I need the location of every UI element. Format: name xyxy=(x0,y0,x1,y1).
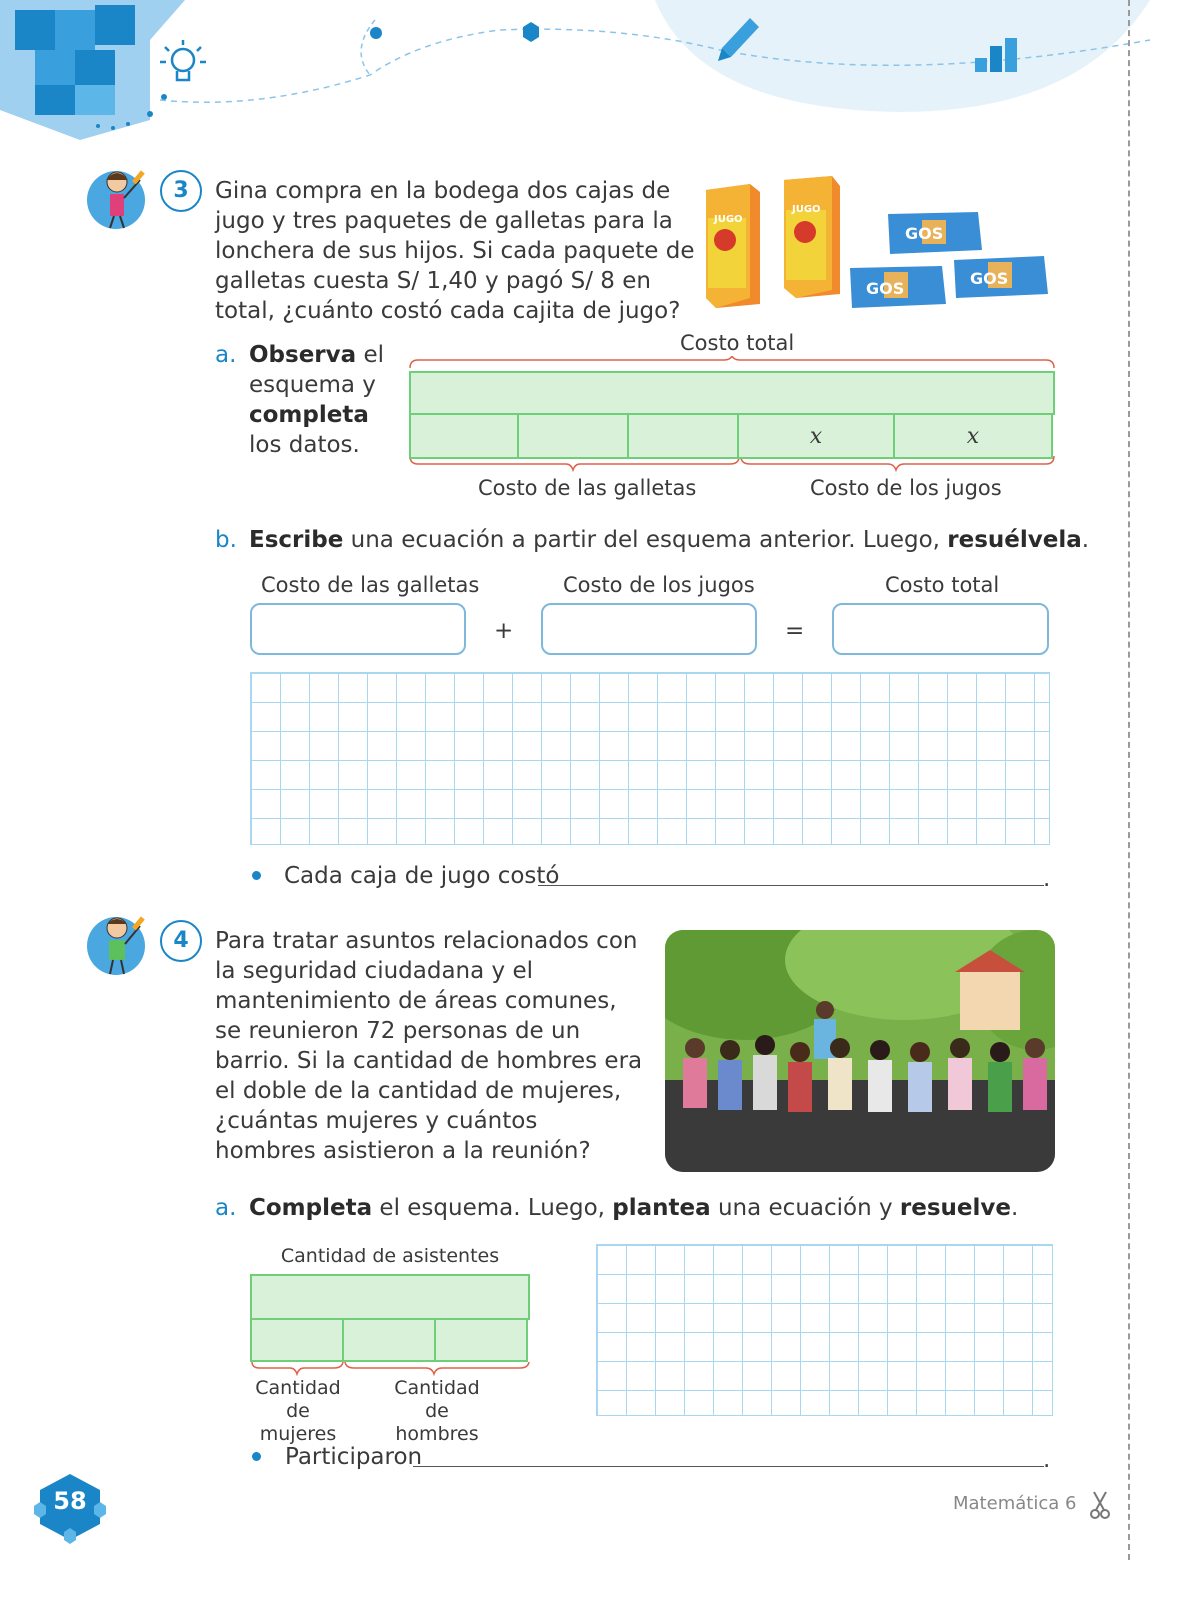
book-title: Matemática 6 xyxy=(953,1493,1077,1514)
svg-text:JUGO: JUGO xyxy=(792,204,821,215)
attendees-bar[interactable] xyxy=(250,1274,530,1320)
brace-left-label: Costo de las galletas xyxy=(478,476,697,500)
cookie-pack-icon xyxy=(888,212,982,254)
answer-3-period: . xyxy=(1043,866,1051,892)
part-3b-letter: b. xyxy=(215,527,237,553)
equation-label-juices: Costo de los jugos xyxy=(563,573,755,597)
bullet-icon xyxy=(252,871,261,880)
parts-bar xyxy=(411,413,1055,459)
women-label: Cantidad de mujeres xyxy=(255,1377,341,1445)
cut-line xyxy=(1128,0,1130,1560)
svg-text:GOS: GOS xyxy=(970,269,1009,288)
neighborhood-meeting-photo xyxy=(665,930,1055,1172)
problem-3-number: 3 xyxy=(160,170,202,212)
juice-cost-cell[interactable]: x xyxy=(893,413,1053,459)
svg-text:GOS: GOS xyxy=(866,279,905,298)
small-cube-icon xyxy=(523,22,539,42)
equation-label-total: Costo total xyxy=(885,573,1000,597)
cubes-icon xyxy=(0,0,185,140)
men-cell[interactable] xyxy=(434,1318,528,1362)
diagram-top-label: Costo total xyxy=(680,331,795,355)
total-cost-bar[interactable] xyxy=(409,371,1055,415)
juice-box-icon xyxy=(784,176,840,298)
answer-4-line[interactable] xyxy=(413,1466,1044,1467)
cookie-pack-icon xyxy=(954,256,1048,298)
attendees-parts-bar xyxy=(252,1318,530,1362)
cookie-cost-cell[interactable] xyxy=(409,413,519,459)
header-decoration xyxy=(0,0,1193,150)
men-cell[interactable] xyxy=(342,1318,436,1362)
dot-icon xyxy=(370,27,382,39)
page-number: 58 xyxy=(53,1487,87,1515)
answer-3-prompt: Cada caja de jugo costó xyxy=(284,863,560,889)
part-3b-instruction: Escribe una ecuación a partir del esquema anterior. Luego, resuélvela. xyxy=(249,527,1090,553)
scissors-icon xyxy=(1088,1490,1112,1520)
boy-character-icon xyxy=(84,906,154,978)
svg-text:JUGO: JUGO xyxy=(714,214,743,225)
equation-input-total[interactable] xyxy=(832,603,1049,655)
answer-3-line[interactable] xyxy=(538,885,1044,886)
juice-box-icon xyxy=(706,184,760,308)
svg-text:GOS: GOS xyxy=(905,224,944,243)
work-grid-4[interactable] xyxy=(596,1244,1053,1416)
products-illustration xyxy=(700,172,1060,312)
part-3a-letter: a. xyxy=(215,342,237,368)
girl-character-icon xyxy=(84,160,154,232)
part-4a-instruction: Completa el esquema. Luego, plantea una ecuación y resuelve. xyxy=(249,1195,1019,1221)
part-4a-letter: a. xyxy=(215,1195,237,1221)
cookie-pack-icon xyxy=(850,266,946,308)
equation-input-juices[interactable] xyxy=(541,603,757,655)
men-label: Cantidad de hombres xyxy=(394,1377,480,1445)
diagram-4-top-label: Cantidad de asistentes xyxy=(280,1245,500,1267)
part-3a-instruction: Observa el esquema y completa los datos. xyxy=(249,342,385,458)
cookie-cost-cell[interactable] xyxy=(627,413,739,459)
women-cell[interactable] xyxy=(250,1318,344,1362)
juice-cost-cell[interactable]: x xyxy=(737,413,895,459)
problem-4-statement: Para tratar asuntos relacionados con la seguridad ciudadana y el mantenimiento de áreas comunes, se reunieron 72 personas de un barrio. Si la cantidad de hombres era el doble de la cantidad de mujeres, ¿cuántas mujeres y cuántos hombres asistieron a la reunión? xyxy=(215,928,643,1164)
work-grid-3[interactable] xyxy=(250,672,1050,845)
problem-3-statement: Gina compra en la bodega dos cajas de jugo y tres paquetes de galletas para la lonchera de sus hijos. Si cada paquete de galletas cuesta S/ 1,40 y pagó S/ 8 en total, ¿cuánto costó cada cajita de jugo? xyxy=(215,178,695,324)
braces-4a xyxy=(250,1360,532,1376)
problem-4-number: 4 xyxy=(160,920,202,962)
answer-4-period: . xyxy=(1043,1447,1051,1473)
equation-label-cookies: Costo de las galletas xyxy=(261,573,480,597)
equals-sign: = xyxy=(785,618,805,644)
cookie-cost-cell[interactable] xyxy=(517,413,629,459)
equation-input-cookies[interactable] xyxy=(250,603,466,655)
bullet-icon xyxy=(252,1452,261,1461)
answer-4-prompt: Participaron xyxy=(285,1444,423,1470)
lightbulb-icon xyxy=(160,40,206,80)
plus-sign: + xyxy=(494,618,514,644)
brace-right-label: Costo de los jugos xyxy=(810,476,1002,500)
